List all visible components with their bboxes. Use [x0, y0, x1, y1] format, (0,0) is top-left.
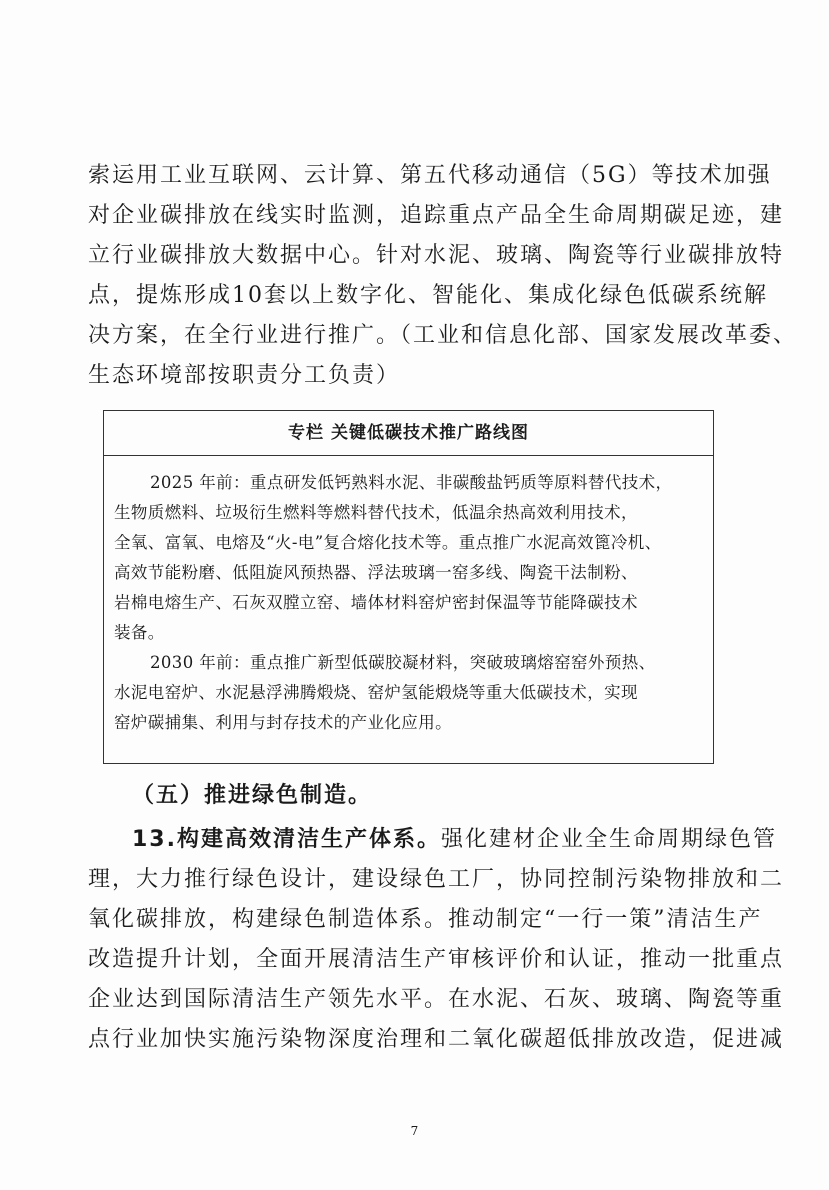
- column-box: [103, 410, 714, 764]
- text-line: 理，大力推行绿色设计，建设绿色工厂，协同控制污染物排放和二: [88, 867, 785, 892]
- box-line: 窑炉碳捕集、利用与封存技术的产业化应用。: [114, 713, 452, 732]
- column-box-title: 专栏 关键低碳技术推广路线图: [104, 411, 713, 456]
- text-line: 决方案，在全行业进行推广。（工业和信息化部、国家发展改革委、: [88, 323, 798, 348]
- text-line: 改造提升计划，全面开展清洁生产审核评价和认证，推动一批重点: [88, 947, 785, 972]
- box-line: 装备。: [114, 623, 165, 642]
- section-heading: （五）推进绿色制造。: [132, 783, 373, 808]
- text-line: 立行业碳排放大数据中心。针对水泥、玻璃、陶瓷等行业碳排放特: [88, 243, 785, 268]
- text-line: 氧化碳排放，构建绿色制造体系。推动制定“一行一策”清洁生产: [88, 907, 763, 932]
- box-line: 2030 年前：重点推广新型低碳胶凝材料，突破玻璃熔窑窑外预热、: [150, 653, 656, 672]
- box-line: 2025 年前：重点研发低钙熟料水泥、非碳酸盐钙质等原料替代技术，: [150, 473, 673, 492]
- paragraph-lead: 13.构建高效清洁生产体系。: [132, 827, 441, 852]
- box-line: 生物质燃料、垃圾衍生燃料等燃料替代技术，低温余热高效利用技术，: [114, 503, 638, 522]
- text-line: 企业达到国际清洁生产领先水平。在水泥、石灰、玻璃、陶瓷等重: [88, 987, 785, 1012]
- page-number: 7: [410, 1124, 419, 1138]
- text-line: 点，提炼形成10套以上数字化、智能化、集成化绿色低碳系统解: [88, 283, 768, 308]
- text-line: 生态环境部按职责分工负责）: [88, 363, 401, 388]
- column-box-body: [104, 456, 713, 738]
- box-line: 高效节能粉磨、低阻旋风预热器、浮法玻璃一窑多线、陶瓷干法制粉、: [114, 563, 638, 582]
- paragraph-13: [88, 820, 785, 1060]
- box-line: 水泥电窑炉、水泥悬浮沸腾煅烧、窑炉氢能煅烧等重大低碳技术，实现: [114, 683, 638, 702]
- text-line: [88, 820, 777, 860]
- text-line: 索运用工业互联网、云计算、第五代移动通信（5G）等技术加强: [88, 163, 772, 188]
- box-line: 岩棉电熔生产、石灰双膛立窑、墙体材料窑炉密封保温等节能降碳技术: [114, 593, 638, 612]
- text-line: 点行业加快实施污染物深度治理和二氧化碳超低排放改造，促进减: [88, 1027, 785, 1052]
- paragraph-lead-rest: 强化建材企业全生命周期绿色管: [440, 827, 777, 852]
- paragraph-continuation: [88, 156, 798, 396]
- text-line: 对企业碳排放在线实时监测，追踪重点产品全生命周期碳足迹，建: [88, 203, 785, 228]
- box-line: 全氧、富氧、电熔及“火-电”复合熔化技术等。重点推广水泥高效篦冷机、: [114, 533, 662, 552]
